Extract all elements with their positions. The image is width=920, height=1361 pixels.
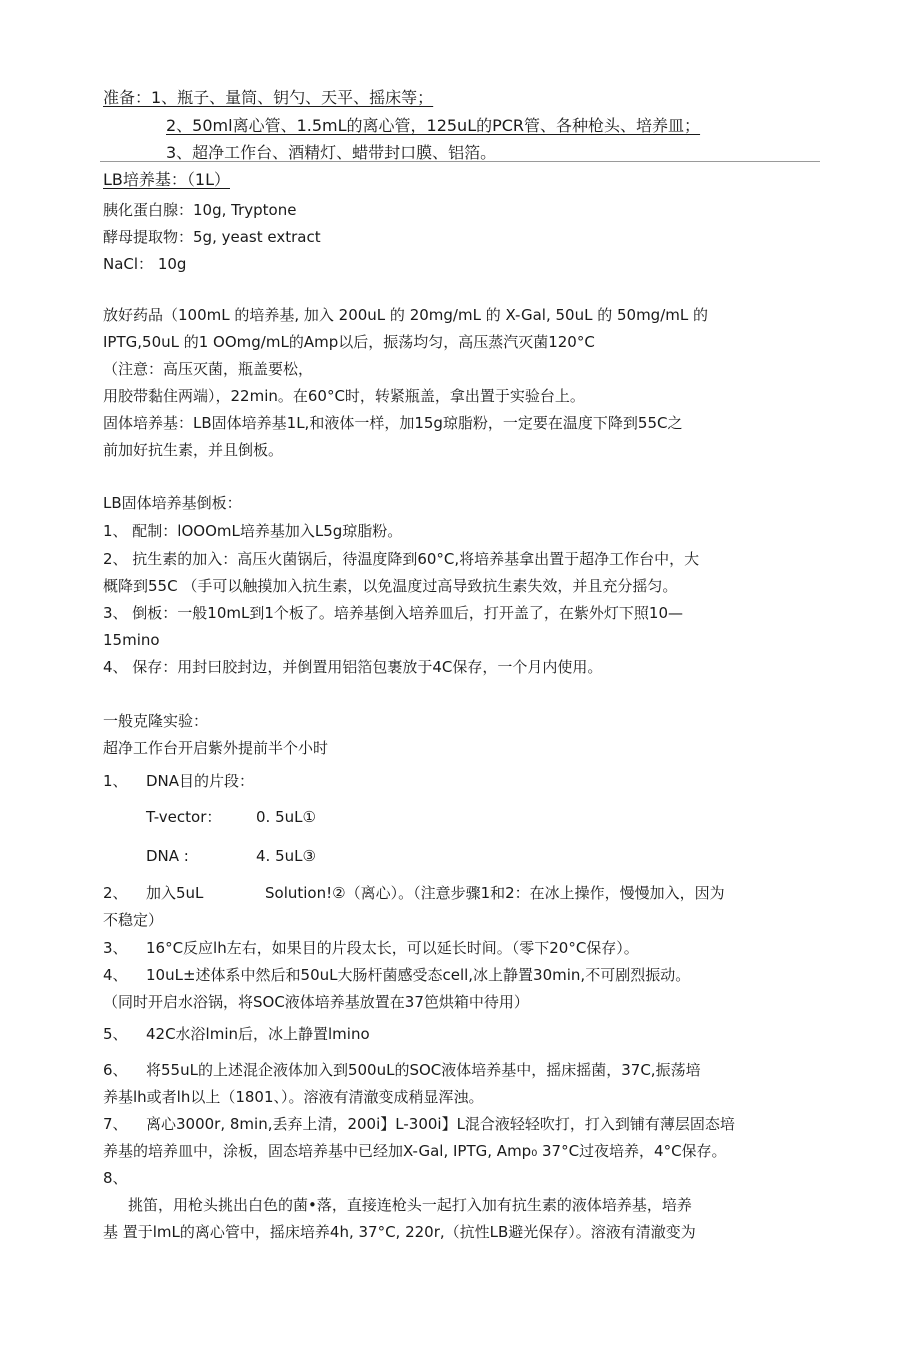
prep-line-3: 3、超净工作台、酒精灯、蜡带封口膜、铝箔。 <box>166 143 497 162</box>
clone-step-7-text: 离心3000r, 8min,丢弃上清，200i】L-300i】L混合液轻轻吹打，打入到铺有薄层固态培 <box>146 1115 735 1133</box>
clone-step-3-number: 3、 <box>103 939 128 957</box>
drug-line-2: IPTG,50uL 的1 OOmg/mL的Amp以后，振荡均匀，高压蒸汽灭菌120°C <box>103 333 595 351</box>
clone-step-2-text: 加入5uL <box>146 884 204 902</box>
clone-step-2-rest: Solution!②（离心）。（注意步骤1和2：在冰上操作，慢慢加入，因为 <box>265 884 725 902</box>
t-vector-label: T-vector： <box>146 808 222 826</box>
plate-step-1: 1、 配制：lOOOmL培养基加入L5g琼脂粉。 <box>103 522 403 540</box>
drug-line-4: 用胶带黏住两端），22min。在60°C时，转紧瓶盖，拿出置于实验台上。 <box>103 387 585 405</box>
clone-step-5-number: 5、 <box>103 1025 128 1043</box>
clone-step-8-continued: 基 置于lmL的离心管中，摇床培养4h, 37°C, 220r,（抗性LB避光保存）。溶液有清澈变为 <box>103 1223 696 1241</box>
clone-step-7-continued: 养基的培养皿中，涂板，固态培养基中已经加X-Gal, IPTG, Amp₀ 37°C过夜培养，4°C保存。 <box>103 1142 727 1160</box>
clone-step-2-number: 2、 <box>103 884 128 902</box>
lb-ingredient-1: 胰化蛋白腺：10g, Tryptone <box>103 201 297 219</box>
dna-label: DNA : <box>146 847 189 865</box>
clone-step-2-continued: 不稳定） <box>103 911 164 929</box>
plate-step-2b: 概降到55C （手可以触摸加入抗生素，以免温度过高导致抗生素失效，并且充分摇匀。 <box>103 577 678 595</box>
drug-line-5: 固体培养基：LB固体培养基1L,和液体一样，加15g琼脂粉，一定要在温度下降到55C之 <box>103 414 683 432</box>
plate-step-2a: 2、 抗生素的加入：高压火菌锅后，待温度降到60°C,将培养基拿出置于超净工作台中，大 <box>103 550 700 568</box>
prep-line-2: 2、50ml离心管、1.5mL的离心管，125uL的PCR管、各种枪头、培养皿； <box>166 116 701 135</box>
clone-step-8-text: 挑笛，用枪头挑出白色的菌•落，直接连枪头一起打入加有抗生素的液体培养基，培养 <box>128 1196 692 1214</box>
plate-step-3b: 15mino <box>103 631 160 649</box>
plate-step-4: 4、 保存：用封曰胶封边，并倒置用铝箔包裹放于4C保存，一个月内使用。 <box>103 658 603 676</box>
clone-step-5-text: 42C水浴lmin后，冰上静置lmino <box>146 1025 370 1043</box>
clone-step-6-continued: 养基lh或者lh以上（1801、）。溶液有清澈变成稍显浑浊。 <box>103 1088 484 1106</box>
drug-line-1: 放好药品（100mL 的培养基, 加入 200uL 的 20mg/mL 的 X-Gal, 50uL 的 50mg/mL 的 <box>103 306 708 324</box>
clone-step-1-number: 1、 <box>103 772 128 790</box>
clone-note: 超净工作台开启紫外提前半个小时 <box>103 739 329 757</box>
clone-step-4-text: 10uL±述体系中然后和50uL大肠杆菌感受态cell,冰上静置30min,不可剧烈振动。 <box>146 966 691 984</box>
clone-step-1-text: DNA目的片段： <box>146 772 255 790</box>
clone-step-4-number: 4、 <box>103 966 128 984</box>
clone-title: 一般克隆实验： <box>103 712 209 730</box>
section-divider <box>100 161 820 162</box>
drug-line-3: （注意：高压灭菌，瓶盖要松， <box>103 360 314 378</box>
clone-step-7-number: 7、 <box>103 1115 128 1133</box>
prep-line-1: 准备：1、瓶子、量筒、钥勺、天平、摇床等； <box>103 88 434 107</box>
clone-step-6-number: 6、 <box>103 1061 128 1079</box>
lb-title: LB培养基：（1L） <box>103 170 230 189</box>
plate-title: LB固体培养基倒板： <box>103 494 242 512</box>
dna-value: 4. 5uL③ <box>256 847 316 865</box>
clone-step-4-continued: （同时开启水浴锅，将SOC液体培养基放置在37笆烘箱中待用） <box>103 993 529 1011</box>
lb-ingredient-3: NaCl： 10g <box>103 255 187 273</box>
clone-step-3-text: 16°C反应lh左右，如果目的片段太长，可以延长时间。（零下20°C保存）。 <box>146 939 639 957</box>
drug-line-6: 前加好抗生素，并且倒板。 <box>103 441 284 459</box>
plate-step-3a: 3、 倒板：一般10mL到1个板了。培养基倒入培养皿后，打开盖了，在紫外灯下照10— <box>103 604 684 622</box>
lb-ingredient-2: 酵母提取物：5g, yeast extract <box>103 228 321 246</box>
clone-step-8-number: 8、 <box>103 1169 128 1187</box>
clone-step-6-text: 将55uL的上述混企液体加入到500uL的SOC液体培养基中，摇床摇菌，37C,振荡培 <box>146 1061 701 1079</box>
t-vector-value: 0. 5uL① <box>256 808 316 826</box>
